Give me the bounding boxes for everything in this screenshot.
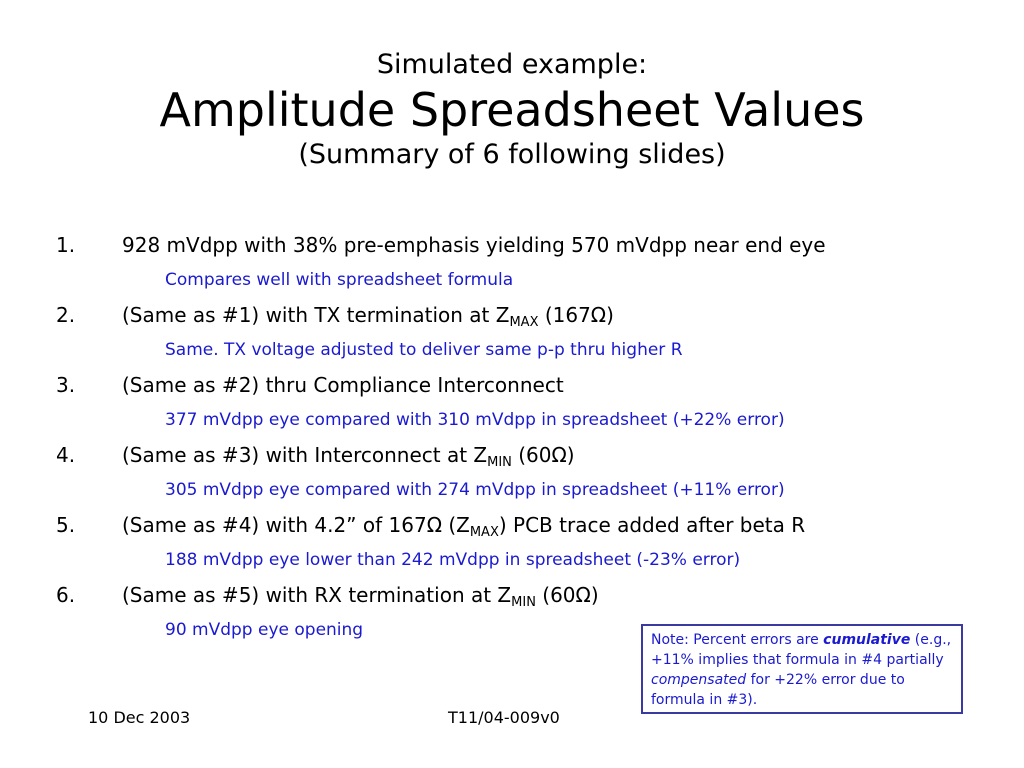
- item-text: (Same as #3) with Interconnect at $Z_{MIN}$ (60Ω): [122, 443, 575, 470]
- item-note: Same. TX voltage adjusted to deliver same p-p thru higher R: [165, 340, 683, 360]
- item-number: 1.: [56, 233, 76, 257]
- note-box: Note: Percent errors are cumulative (e.g., +11% implies that formula in #4 partially compensated for +22% error due to formula in #3).: [641, 624, 963, 714]
- item-number: 3.: [56, 373, 76, 397]
- item-note: Compares well with spreadsheet formula: [165, 270, 514, 290]
- item-note: 188 mVdpp eye lower than 242 mVdpp in spreadsheet (-23% error): [165, 550, 741, 570]
- list-item: [0, 297, 1024, 333]
- slide-title: Amplitude Spreadsheet Values: [159, 83, 865, 137]
- list-item: [0, 367, 1024, 403]
- item-text: (Same as #2) thru Compliance Interconnect: [122, 373, 564, 397]
- list-item: [0, 227, 1024, 263]
- list-item: [0, 507, 1024, 543]
- footer-date: 10 Dec 2003: [88, 708, 191, 727]
- item-text: 928 mVdpp with 38% pre-emphasis yielding 570 mVdpp near end eye: [122, 233, 826, 257]
- item-note: 305 mVdpp eye compared with 274 mVdpp in spreadsheet (+11% error): [165, 480, 785, 500]
- item-text: (Same as #4) with 4.2” of 167Ω $(Z_{MAX})$ PCB trace added after beta R: [122, 513, 806, 540]
- item-list: [0, 227, 1024, 647]
- item-number: 5.: [56, 513, 76, 537]
- list-item: [0, 437, 1024, 473]
- item-number: 2.: [56, 303, 76, 327]
- item-text: (Same as #1) with TX termination at $Z_{MAX}$ (167Ω): [122, 303, 614, 330]
- item-number: 6.: [56, 583, 76, 607]
- item-note: 377 mVdpp eye compared with 310 mVdpp in spreadsheet (+22% error): [165, 410, 785, 430]
- title-pre: Simulated example:: [376, 49, 648, 80]
- item-text: (Same as #5) with RX termination at $Z_{MIN}$ (60Ω): [122, 583, 599, 610]
- item-note: 90 mVdpp eye opening: [165, 620, 364, 640]
- item-number: 4.: [56, 443, 76, 467]
- footer-doc-id: T11/04-009v0: [448, 708, 560, 727]
- list-item: [0, 577, 1024, 613]
- title-subtitle: (Summary of 6 following slides): [298, 139, 726, 170]
- title-block: [0, 48, 1024, 172]
